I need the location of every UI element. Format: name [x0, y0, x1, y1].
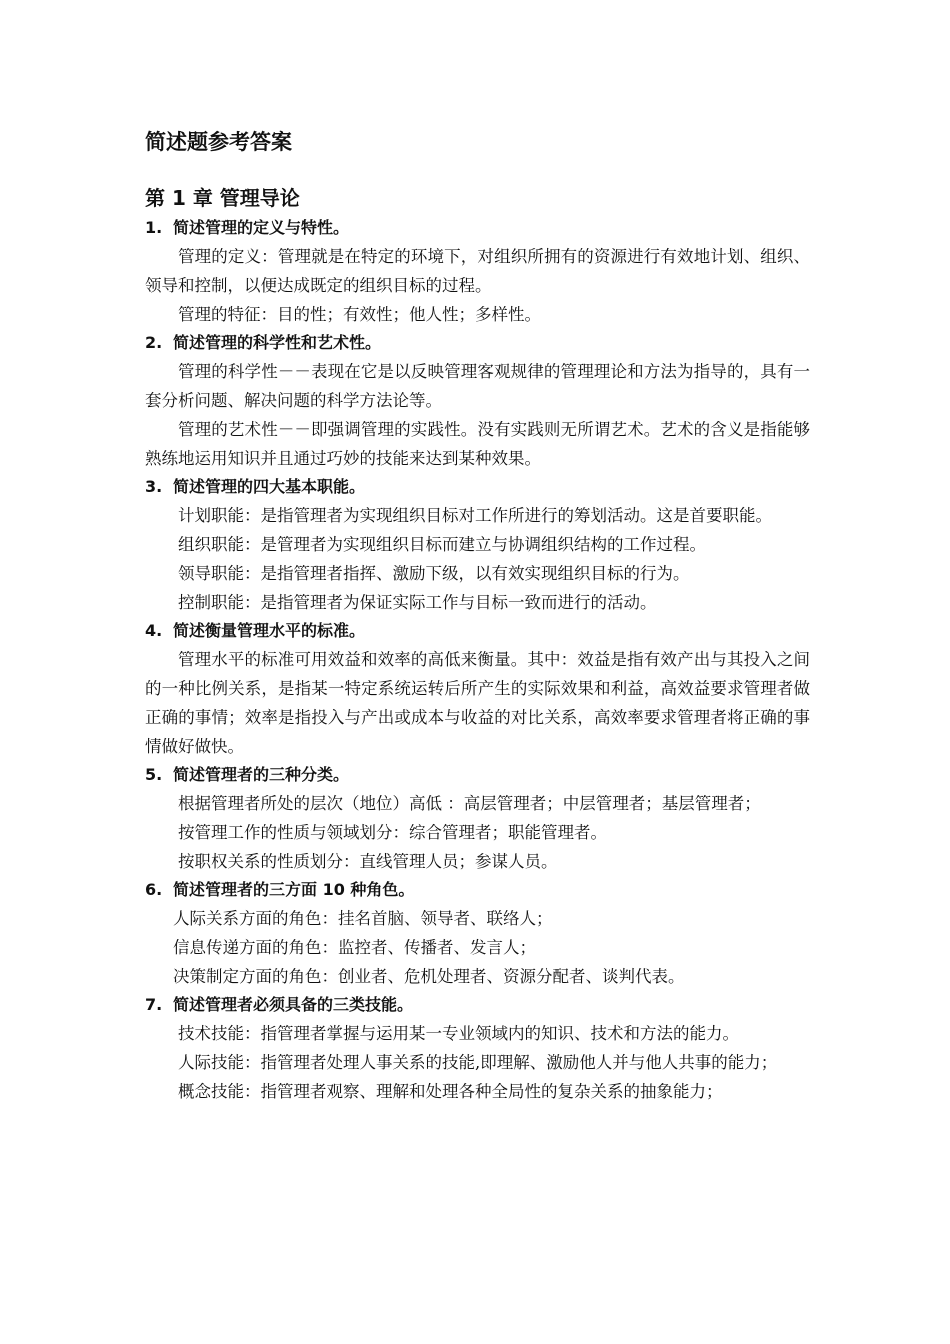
section-5	[145, 761, 810, 876]
question-text: 简述管理的定义与特性。	[173, 218, 350, 237]
answer-paragraph: 人际关系方面的角色：挂名首脑、领导者、联络人；	[173, 909, 553, 928]
question-heading	[145, 761, 810, 789]
answer-paragraph: 领导职能：是指管理者指挥、激励下级，以有效实现组织目标的行为。	[178, 564, 690, 583]
question-text: 简述管理的科学性和艺术性。	[173, 333, 382, 352]
answer-paragraph: 信息传递方面的角色：监控者、传播者、发言人；	[173, 938, 536, 957]
question-text: 简述管理者的三方面 10 种角色。	[173, 880, 415, 899]
answer-paragraph: 人际技能：指管理者处理人事关系的技能,即理解、激励他人并与他人共事的能力；	[178, 1053, 778, 1072]
question-heading	[145, 473, 810, 501]
question-heading	[145, 214, 810, 242]
section-7	[145, 991, 810, 1106]
chapter-title: 第 1 章 管理导论	[145, 186, 300, 210]
answer-paragraph: 根据管理者所处的层次（地位）高低 ：高层管理者；中层管理者；基层管理者；	[178, 794, 761, 813]
answer-paragraph: 计划职能：是指管理者为实现组织目标对工作所进行的筹划活动。这是首要职能。	[178, 506, 772, 525]
question-text: 简述衡量管理水平的标准。	[173, 621, 366, 640]
question-heading	[145, 329, 810, 357]
answer-paragraph: 管理水平的标准可用效益和效率的高低来衡量。其中：效益是指有效产出与其投入之间的一种比例关系，是指某一特定系统运转后所产生的实际效果和利益，高效益要求管理者做正确的事情；效率是指投入与产出或成本与收益的对比关系，高效率要求管理者将正确的事情做好做快。	[145, 650, 810, 756]
section-6	[145, 876, 810, 991]
answer-paragraph: 管理的科学性－－表现在它是以反映管理客观规律的管理理论和方法为指导的，具有一套分析问题、解决问题的科学方法论等。	[145, 362, 810, 410]
question-heading	[145, 876, 810, 904]
answer-paragraph: 按管理工作的性质与领域划分：综合管理者；职能管理者。	[178, 823, 607, 842]
answer-paragraph: 管理的特征：目的性；有效性；他人性；多样性。	[178, 305, 541, 324]
question-number: 5.	[145, 765, 163, 784]
document-page	[145, 120, 810, 1106]
section-2	[145, 329, 810, 473]
answer-paragraph: 技术技能：指管理者掌握与运用某一专业领域内的知识、技术和方法的能力。	[178, 1024, 739, 1043]
answer-paragraph: 按职权关系的性质划分：直线管理人员；参谋人员。	[178, 852, 558, 871]
question-text: 简述管理的四大基本职能。	[173, 477, 366, 496]
section-1	[145, 214, 810, 329]
answer-paragraph: 概念技能：指管理者观察、理解和处理各种全局性的复杂关系的抽象能力；	[178, 1082, 723, 1101]
question-heading	[145, 617, 810, 645]
answer-paragraph: 组织职能：是管理者为实现组织目标而建立与协调组织结构的工作过程。	[178, 535, 706, 554]
question-number: 1.	[145, 218, 163, 237]
question-number: 4.	[145, 621, 163, 640]
answer-paragraph: 控制职能：是指管理者为保证实际工作与目标一致而进行的活动。	[178, 593, 657, 612]
answer-paragraph: 管理的定义：管理就是在特定的环境下，对组织所拥有的资源进行有效地计划、组织、领导和控制，以便达成既定的组织目标的过程。	[145, 247, 810, 295]
answer-paragraph: 决策制定方面的角色：创业者、危机处理者、资源分配者、谈判代表。	[173, 967, 685, 986]
question-number: 6.	[145, 880, 163, 899]
question-number: 7.	[145, 995, 163, 1014]
section-3	[145, 473, 810, 617]
question-heading	[145, 991, 810, 1019]
document-title: 简述题参考答案	[145, 130, 292, 154]
section-4	[145, 617, 810, 761]
question-number: 3.	[145, 477, 163, 496]
question-number: 2.	[145, 333, 163, 352]
question-text: 简述管理者必须具备的三类技能。	[173, 995, 414, 1014]
answer-paragraph: 管理的艺术性－－即强调管理的实践性。没有实践则无所谓艺术。艺术的含义是指能够熟练地运用知识并且通过巧妙的技能来达到某种效果。	[145, 420, 810, 468]
question-text: 简述管理者的三种分类。	[173, 765, 350, 784]
